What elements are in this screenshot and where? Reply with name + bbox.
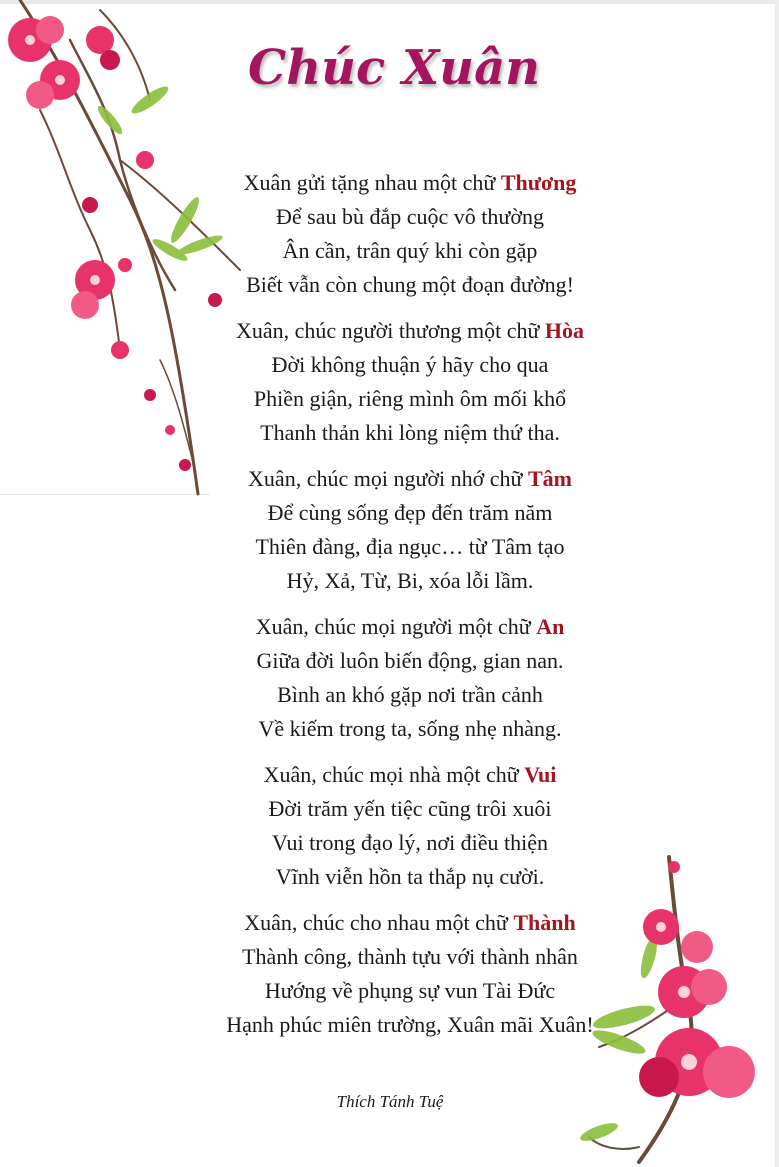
keyword: Tâm — [527, 466, 572, 491]
stanza-2 — [150, 314, 670, 450]
poem-line: Xuân, chúc mọi nhà một chữ Vui — [263, 762, 557, 787]
keyword: Thương — [500, 170, 577, 195]
poem-line: Để sau bù đắp cuộc vô thường — [276, 204, 544, 229]
poem-line: Bình an khó gặp nơi trần cảnh — [277, 682, 543, 707]
stanza-3 — [150, 462, 670, 598]
stanza-1 — [150, 166, 670, 302]
poem-line: Để cùng sống đẹp đến trăm năm — [267, 500, 553, 525]
poem-line: Phiền giận, riêng mình ôm mối khổ — [253, 386, 567, 411]
keyword: Hòa — [544, 318, 585, 343]
peach-blossom-branch-bottom-right — [579, 847, 779, 1167]
poem-line: Đời không thuận ý hãy cho qua — [271, 352, 549, 377]
keyword: Thành — [513, 910, 576, 935]
poem-line: Vui trong đạo lý, nơi điều thiện — [271, 830, 549, 855]
poem-line: Xuân, chúc mọi người một chữ An — [255, 614, 565, 639]
keyword: Vui — [524, 762, 557, 787]
poem-line: Biết vẫn còn chung một đoạn đường! — [246, 272, 574, 297]
poem-line: Thanh thản khi lòng niệm thứ tha. — [260, 420, 560, 445]
poem-line: Về kiếm trong ta, sống nhẹ nhàng. — [258, 716, 562, 741]
keyword: An — [536, 614, 565, 639]
poem-line: Thành công, thành tựu với thành nhân — [242, 944, 578, 969]
poem-line: Đời trăm yến tiệc cũng trôi xuôi — [268, 796, 552, 821]
poem-line: Vĩnh viễn hồn ta thắp nụ cười. — [275, 864, 545, 889]
poem-line: Hỷ, Xả, Từ, Bi, xóa lỗi lầm. — [286, 568, 534, 593]
poem-line: Thiên đàng, địa ngục… từ Tâm tạo — [255, 534, 565, 559]
poem-line: Ân cần, trân quý khi còn gặp — [282, 238, 538, 263]
stanza-4 — [150, 610, 670, 746]
poem-line: Giữa đời luôn biến động, gian nan. — [256, 648, 564, 673]
poem-line: Xuân, chúc người thương một chữ Hòa — [235, 318, 585, 343]
poem-line: Hướng về phụng sự vun Tài Đức — [264, 978, 556, 1003]
author-signature: Thích Tánh Tuệ — [336, 1092, 444, 1111]
poem-title: Chúc Xuân — [248, 40, 541, 96]
poem-line: Xuân, chúc cho nhau một chữ Thành — [244, 910, 576, 935]
poem-line: Xuân gửi tặng nhau một chữ Thương — [243, 170, 577, 195]
poem-line: Xuân, chúc mọi người nhớ chữ Tâm — [248, 466, 572, 491]
poem-line: Hạnh phúc miên trường, Xuân mãi Xuân! — [226, 1012, 594, 1037]
